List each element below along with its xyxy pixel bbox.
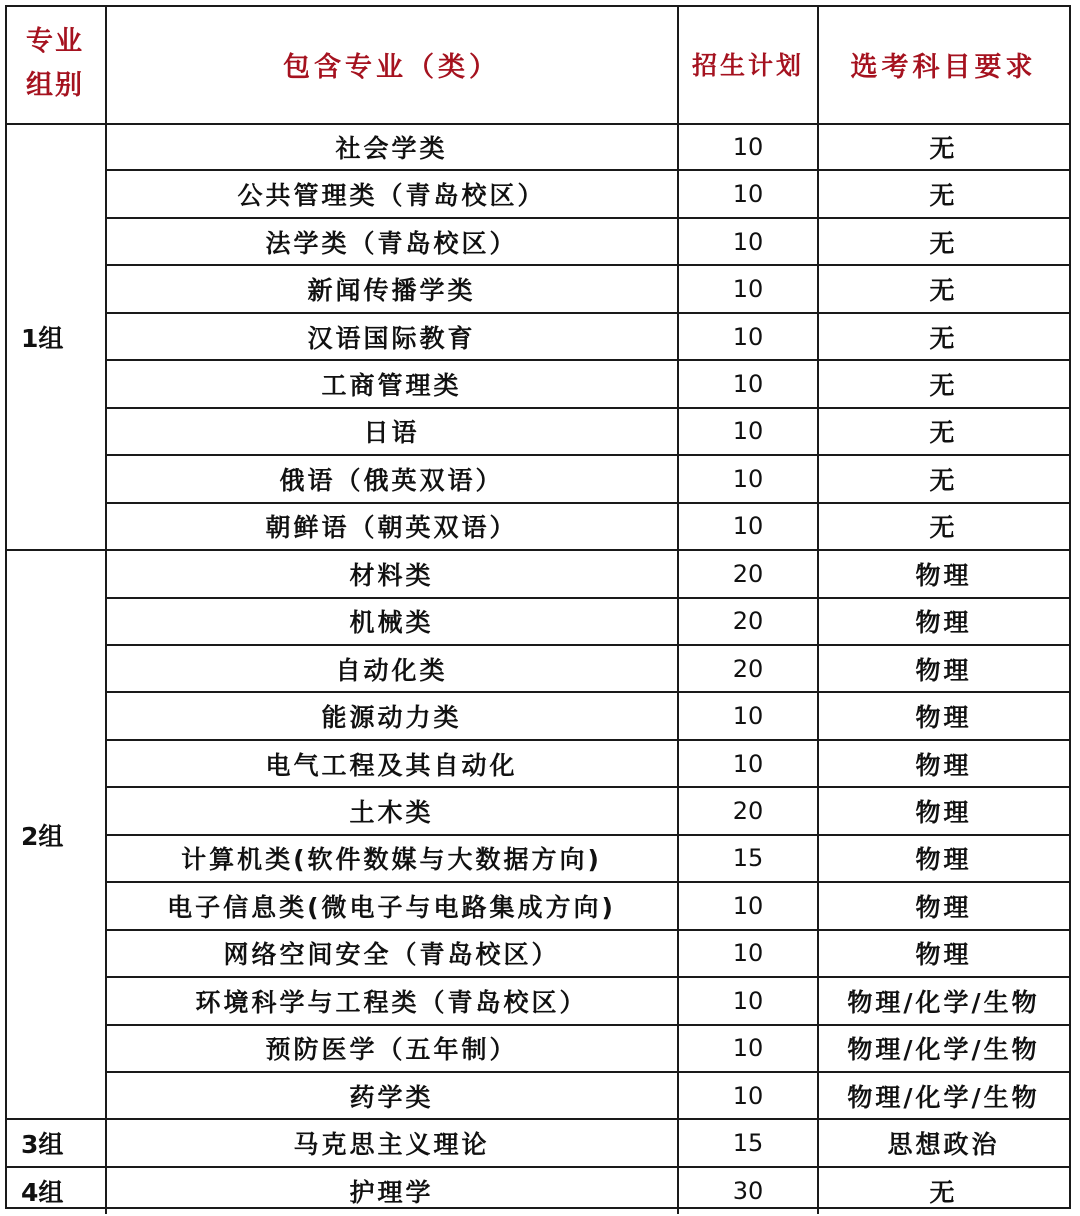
subjects-cell: 无 [929, 228, 958, 258]
row-divider [105, 644, 1069, 646]
subjects-cell: 思想政治 [887, 1130, 1000, 1160]
group-label: 2组 [21, 821, 64, 851]
subjects-cell: 物理 [915, 608, 972, 638]
major-cell: 能源动力类 [321, 703, 462, 733]
major-cell: 公共管理类（青岛校区） [237, 181, 546, 211]
subjects-cell: 物理/化学/生物 [847, 1035, 1040, 1065]
row-divider [105, 1024, 1069, 1026]
row-divider [105, 407, 1069, 409]
header-plan: 招生计划 [691, 51, 804, 80]
subjects-cell: 无 [929, 323, 958, 353]
row-divider [105, 976, 1069, 978]
row-divider [105, 502, 1069, 504]
major-cell: 环境科学与工程类（青岛校区） [195, 987, 588, 1017]
major-cell: 材料类 [349, 560, 434, 590]
major-cell: 马克思主义理论 [293, 1130, 490, 1160]
row-divider [105, 739, 1069, 741]
row-divider [105, 597, 1069, 599]
plan-cell: 10 [732, 275, 764, 304]
plan-cell: 10 [732, 939, 764, 968]
major-cell: 计算机类(软件数媒与大数据方向) [181, 845, 602, 875]
row-divider [105, 1071, 1069, 1073]
major-cell: 俄语（俄英双语） [279, 465, 504, 495]
column-divider [677, 5, 679, 1214]
plan-cell: 10 [732, 1081, 764, 1110]
row-divider [105, 454, 1069, 456]
major-cell: 药学类 [349, 1082, 434, 1112]
plan-cell: 10 [732, 512, 764, 541]
row-divider [105, 834, 1069, 836]
row-divider [105, 929, 1069, 931]
major-cell: 电子信息类(微电子与电路集成方向) [167, 892, 616, 922]
major-cell: 日语 [363, 418, 420, 448]
major-cell: 工商管理类 [321, 370, 462, 400]
subjects-cell: 无 [929, 513, 958, 543]
subjects-cell: 无 [929, 370, 958, 400]
subjects-cell: 无 [929, 1177, 958, 1207]
admission-plan-table [5, 5, 1071, 1209]
subjects-cell: 无 [929, 181, 958, 211]
column-divider [105, 5, 107, 1214]
major-cell: 朝鲜语（朝英双语） [265, 513, 518, 543]
plan-cell: 15 [732, 1129, 764, 1158]
plan-cell: 10 [732, 464, 764, 493]
subjects-cell: 物理 [915, 940, 972, 970]
plan-cell: 10 [732, 132, 764, 161]
header-group-line2: 组别 [26, 70, 84, 101]
group-label: 3组 [21, 1130, 64, 1160]
major-cell: 社会学类 [335, 133, 448, 163]
header-group-line1: 专业 [26, 26, 84, 57]
major-cell: 汉语国际教育 [307, 323, 476, 353]
plan-cell: 15 [732, 844, 764, 873]
row-divider [105, 264, 1069, 266]
group-label: 1组 [21, 323, 64, 353]
plan-cell: 10 [732, 417, 764, 446]
row-divider [105, 169, 1069, 171]
plan-cell: 20 [732, 559, 764, 588]
plan-cell: 20 [732, 797, 764, 826]
plan-cell: 10 [732, 1034, 764, 1063]
header-subjects: 选考科目要求 [850, 51, 1037, 83]
subjects-cell: 物理 [915, 703, 972, 733]
plan-cell: 20 [732, 654, 764, 683]
row-divider [105, 312, 1069, 314]
plan-cell: 10 [732, 322, 764, 351]
subjects-cell: 物理 [915, 750, 972, 780]
major-cell: 电气工程及其自动化 [265, 750, 518, 780]
subjects-cell: 物理 [915, 892, 972, 922]
subjects-cell: 无 [929, 418, 958, 448]
major-cell: 土木类 [349, 798, 434, 828]
plan-cell: 10 [732, 702, 764, 731]
plan-cell: 20 [732, 607, 764, 636]
subjects-cell: 物理 [915, 845, 972, 875]
plan-cell: 10 [732, 749, 764, 778]
row-divider [105, 691, 1069, 693]
plan-cell: 10 [732, 891, 764, 920]
row-divider [105, 786, 1069, 788]
row-divider [105, 359, 1069, 361]
subjects-cell: 无 [929, 465, 958, 495]
major-cell: 网络空间安全（青岛校区） [223, 940, 560, 970]
major-cell: 新闻传播学类 [307, 276, 476, 306]
group-label: 4组 [21, 1177, 64, 1207]
subjects-cell: 物理/化学/生物 [847, 1082, 1040, 1112]
subjects-cell: 无 [929, 276, 958, 306]
major-cell: 护理学 [349, 1177, 434, 1207]
major-cell: 自动化类 [335, 655, 448, 685]
major-cell: 机械类 [349, 608, 434, 638]
plan-cell: 10 [732, 227, 764, 256]
plan-cell: 10 [732, 369, 764, 398]
subjects-cell: 物理 [915, 560, 972, 590]
plan-cell: 30 [732, 1176, 764, 1205]
row-divider [105, 217, 1069, 219]
major-cell: 预防医学（五年制） [265, 1035, 518, 1065]
subjects-cell: 无 [929, 133, 958, 163]
row-divider [105, 881, 1069, 883]
header-group [5, 5, 105, 123]
header-majors: 包含专业（类） [283, 51, 500, 83]
plan-cell: 10 [732, 986, 764, 1015]
subjects-cell: 物理/化学/生物 [847, 987, 1040, 1017]
subjects-cell: 物理 [915, 798, 972, 828]
plan-cell: 10 [732, 180, 764, 209]
column-divider [817, 5, 819, 1214]
subjects-cell: 物理 [915, 655, 972, 685]
major-cell: 法学类（青岛校区） [265, 228, 518, 258]
